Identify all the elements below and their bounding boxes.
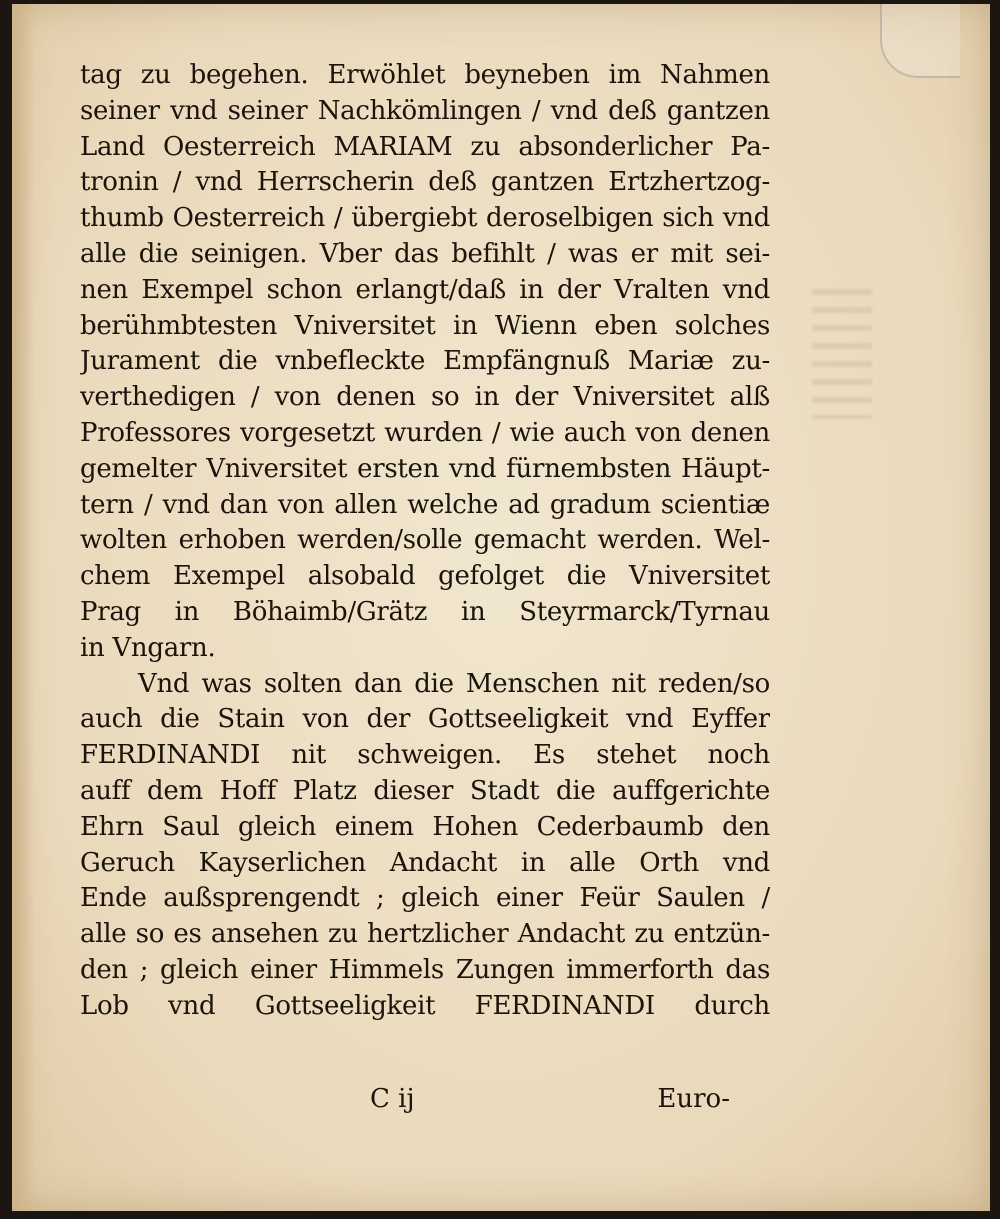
text-line: tronin / vnd Herrscherin deß gantzen Ertzhertzog- — [80, 167, 770, 198]
text-line: wolten erhoben werden/solle gemacht werden. Wel- — [80, 525, 770, 556]
signature-mark: C ij — [370, 1084, 415, 1114]
text-line: FERDINANDI nit schweigen. Es stehet noch — [80, 740, 770, 771]
page-corner-tab — [880, 4, 960, 78]
text-line: nen Exempel schon erlangt/daß in der Vralten vnd — [80, 274, 770, 305]
ink-bleed-through — [812, 289, 872, 419]
page-gutter-shadow — [12, 4, 34, 1211]
text-line: alle die seinigen. Vber das befihlt / was er mit sei- — [80, 238, 770, 269]
text-line: in Vngarn. — [80, 632, 216, 663]
text-line: tag zu begehen. Erwöhlet beyneben im Nahmen — [80, 60, 770, 90]
body-text — [80, 58, 770, 1025]
text-line: auch die Stain von der Gottseeligkeit vnd Eyffer — [80, 704, 770, 735]
text-line: gemelter Vniversitet ersten vnd fürnembsten Häupt- — [80, 453, 770, 484]
text-line: Ende außsprengendt ; gleich einer Feür Saulen / — [80, 883, 770, 914]
text-line: Geruch Kayserlichen Andacht in alle Orth vnd — [80, 847, 770, 878]
text-line: Jurament die vnbefleckte Empfängnuß Mariæ zu- — [80, 346, 770, 377]
text-line: berühmbtesten Vniversitet in Wienn eben solches — [80, 310, 770, 341]
text-line: den ; gleich einer Himmels Zungen immerforth das — [80, 954, 770, 985]
text-line: verthedigen / von denen so in der Vniversitet alß — [80, 382, 770, 413]
text-line: tern / vnd dan von allen welche ad gradum scientiæ — [80, 489, 770, 520]
text-line: alle so es ansehen zu hertzlicher Andacht zu entzün- — [80, 919, 770, 950]
text-line: Ehrn Saul gleich einem Hohen Cederbaumb den — [80, 811, 770, 842]
text-line: seiner vnd seiner Nachkömlingen / vnd deß gantzen — [80, 95, 770, 126]
page-footer — [80, 1084, 770, 1120]
text-line: Professores vorgesetzt wurden / wie auch von denen — [80, 417, 770, 448]
text-line: chem Exempel alsobald gefolget die Vniversitet — [80, 561, 770, 592]
catchword: Euro- — [657, 1084, 730, 1114]
text-line: Vnd was solten dan die Menschen nit reden/so — [138, 668, 770, 699]
text-line: auff dem Hoff Platz dieser Stadt die auffgerichte — [80, 775, 770, 806]
text-line: thumb Oesterreich / übergiebt deroselbigen sich vnd — [80, 203, 770, 234]
text-line: Land Oesterreich MARIAM zu absonderlicher Pa- — [80, 131, 770, 162]
text-line: Lob vnd Gottseeligkeit FERDINANDI durch — [80, 990, 770, 1021]
text-line: Prag in Böhaimb/Grätz in Steyrmarck/Tyrnau — [80, 596, 770, 627]
